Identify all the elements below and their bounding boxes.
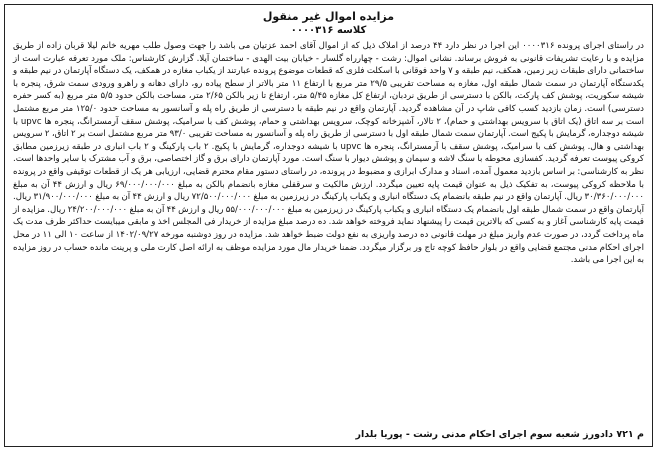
- signature-line: م ۷۲۱ دادورز شعبه سوم اجرای احکام مدنی رشت - پوریا بلدار: [355, 429, 644, 440]
- notice-frame: [4, 4, 653, 447]
- case-number: کلاسه ۰۰۰۰۳۱۶: [290, 25, 367, 36]
- notice-content: [13, 9, 644, 442]
- notice-body: در راستای اجرای پرونده ۰۰۰۰۳۱۶ این اجرا در نظر دارد ۴۴ درصد از املاک ذیل که از اموال آقای احمد عزتیان می باشد را جهت وصول طلب مهریه خانم لیلا قربان زاده از طریق مزایده و با رعایت تشریفات قانونی به فروش برساند. نشانی اموال: رشت - چهارراه گلسار - خیابان بیت الهدی - ساختمان آیلا. گزارش کارشناس: ملک مورد تعرفه عبارت است از ساختمانی دارای طبقات زیر زمین، همکف، نیم طبقه و ۷ واحد فوقانی با اسکلت فلزی که قطعات موضوع پرونده عبارتند از یکباب مغازه در همکف، یک دستگاه آپارتمان در نیم طبقه و یکدستگاه آپارتمان در سمت شمال طبقه اول، مغازه به مساحت تقریبی ۲۹/۵ متر مربع با ارتفاع ۱۱ متر بالاتر از سطح پیاده رو، دارای دهانه و راهرو ورودی سمت شرق، پنجره با شیشه سکوریت، پوشش کف پارکت، بالکن با دسترسی از طریق نردبان، ارتفاع کل مغازه ۵/۴۵ متر، ارتفاع تا زیر بالکن ۲/۶۵ متر، مساحت بالکن حدود ۵/۵ متر مربع (به کسر حفره دسترسی) است. زمان بازدید کسب کافی شاپ در آن مشاهده گردید. آپارتمان واقع در نیم طبقه با دسترسی از طریق راه پله و آسانسور به مساحت حدود ۱۲۵/۰ متر مربع مشتمل است بر سه اتاق (یک اتاق با سرویس بهداشتی و حمام)، ۲ تالار، آشپزخانه کوچک، سرویس بهداشتی و حمام، پوشش کف با سرامیک، پوشش سقف آرمسترانگ، پنجره ها upvc با شیشه دوجداره، گرمایش با پکیج است. آپارتمان سمت شمال طبقه اول با دسترسی از طریق راه پله و آسانسور به مساحت تقریبی ۹۳/۰ متر مربع مشتمل است بر ۲ اتاق، ۲ سرویس بهداشتی و هال. پوشش کف با سرامیک، پوشش سقف با آرمسترانگ، پنجره ها upvc با شیشه دوجداره، گرمایش با پکیج. ۲ باب پارکینگ و ۲ باب انباری در طبقه زیرزمین مطابق کروکی پیوست تعرفه گردید. کفسازی محوطه با سنگ لاشه و سیمان و پوشش دیوار با سنگ است. مورد آپارتمان دارای برق و گاز اختصاصی، برق و آب مشترک با سایر واحدها است. نظر به کارشناسی: بر اساس بازدید معمول آمده، اسناد و مدارک ابرازی و مضبوط در پرونده، در راستای دستور مقام محترم قضایی، ارزیابی هر یک از قطعات توقیفی واقع در پرونده با ملاحظه کروکی پیوست، به تفکیک ذیل به عنوان قیمت پایه تعیین میگردد. ارزش مالکیت و سرقفلی مغازه بانضمام بالکن به مبلغ ۶۹/۰۰۰/۰۰۰/۰۰۰ ریال و ارزش ۴۴ آن به مبلغ ۳۰/۳۶۰/۰۰۰/۰۰۰ ریال. آپارتمان واقع در نیم طبقه بانضمام یک دستگاه انباری و یکباب پارکینگ در زیرزمین به مبلغ ۷۲/۵۰۰/۰۰۰/۰۰۰ ریال و ارزش ۴۴ آن به مبلغ ۳۱/۹۰۰/۰۰۰/۰۰۰ ریال. آپارتمان واقع در سمت شمال طبقه اول بانضمام یک دستگاه انباری و یکباب پارکینگ در زیرزمین به مبلغ ۵۵/۰۰۰/۰۰۰/۰۰۰ ریال و ارزش ۴۴ آن به مبلغ ۲۴/۲۰۰/۰۰۰/۰۰۰ ریال. مزایده از قیمت پایه کارشناسی آغاز و به کسی که بالاترین قیمت را پیشنهاد نماید فروخته خواهد شد. ده درصد مبلغ مزایده از خریدار فی المجلس اخذ و مابقی میبایست حداکثر ظرف مدت یک ماه پرداخت گردد، در صورت عدم واریز مبلغ در مهلت قانونی ده درصد واریزی به نفع دولت ضبط خواهد شد. مزایده در روز دوشنبه مورخه ۱۴۰۲/۰۹/۲۷ از ساعت ۱۰ الی ۱۱ در محل اجرای احکام مدنی مجتمع قضایی واقع در بلوار حافظ کوچه تاج ور برگزار میگردد. ضمنا خریدار مال مورد مزایده موظف به ارائه اصل کارت ملی و پرینت مانده حساب در روز مزایده به این اجرا می باشد.: [13, 41, 645, 266]
- notice-title: مزایده اموال غیر منقول: [262, 10, 395, 23]
